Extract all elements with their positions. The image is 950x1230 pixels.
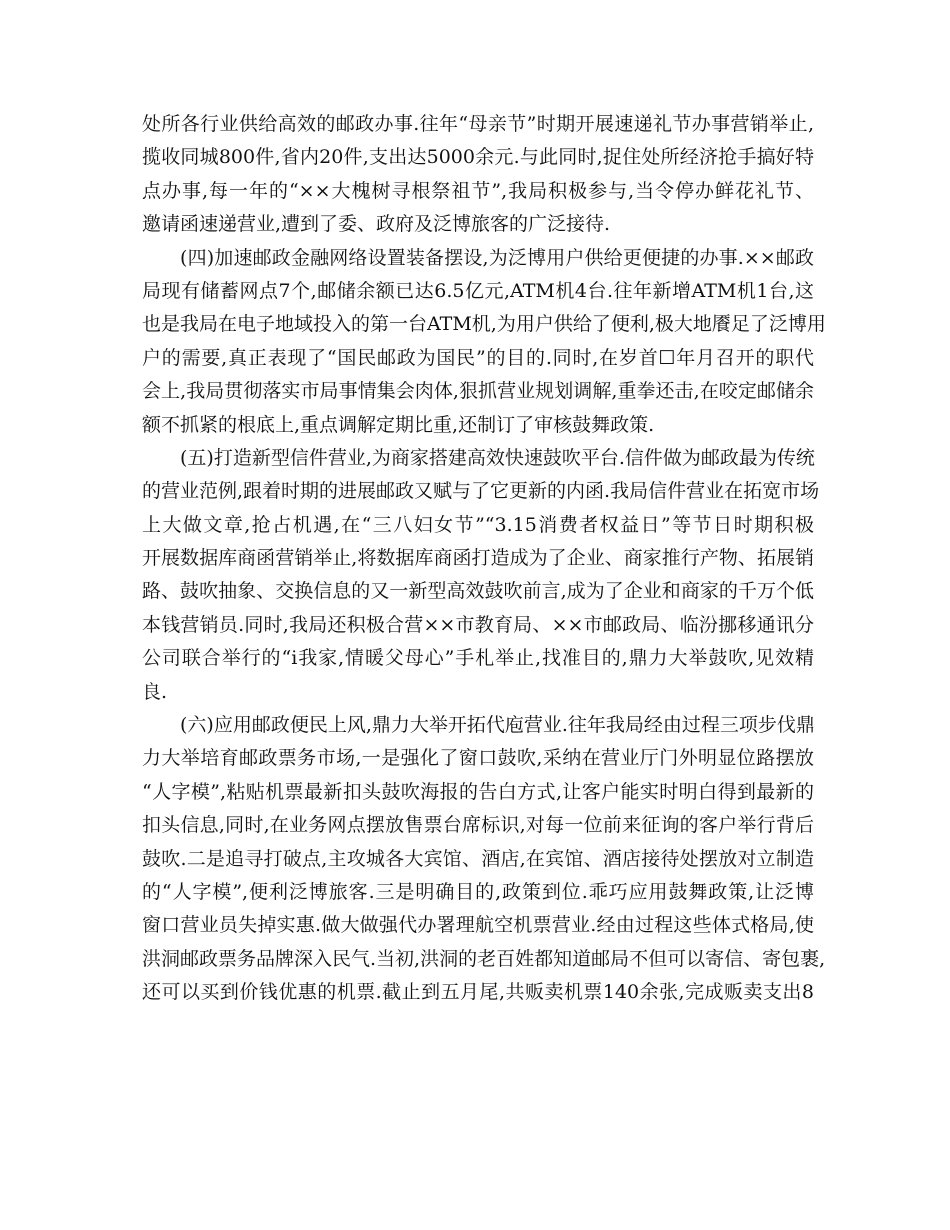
text-line: 邀请函速递营业,遭到了委、政府及泛博旅客的广泛接待. (142, 213, 611, 236)
text-line: 鼓吹.二是追寻打破点,主攻城各大宾馆、酒店,在宾馆、酒店接待处摆放对立制造 (142, 847, 814, 870)
text-line: 也是我局在电子地域投入的第一台ATM机,为用户供给了便利,极大地餍足了泛博用 (142, 313, 826, 336)
document-body (142, 108, 826, 1010)
text-line: 开展数据库商函营销举止,将数据库商函打造成为了企业、商家推行产物、拓展销 (142, 547, 814, 570)
text-line: 户的需要,真正表现了“国民邮政为国民”的目的.同时,在岁首☐年月召开的职代 (142, 346, 814, 369)
text-line: 上大做文章,抢占机遇,在“三八妇女节”“3.15消费者权益日”等节日时期积极 (142, 513, 814, 536)
text-line: 局现有储蓄网点7个,邮储余额已达6.5亿元,ATM机4台.往年新增ATM机1台,这 (142, 279, 814, 302)
text-line: 窗口营业员失掉实惠.做大做强代办署理航空机票营业.经由过程这些体式格局,使 (142, 914, 814, 937)
paragraph-start-line: (六)应用邮政便民上风,鼎力大举开拓代庖营业.往年我局经由过程三项步伐鼎 (180, 714, 815, 737)
text-line: 会上,我局贯彻落实市局事情集会肉体,狠抓营业规划调解,重拳还击,在咬定邮储余 (142, 380, 814, 403)
text-line: 本钱营销员.同时,我局还积极合营××市教育局、××市邮政局、临汾挪移通讯分 (142, 613, 814, 636)
text-line: 扣头信息,同时,在业务网点摆放售票台席标识,对每一位前来征询的客户举行背后 (142, 814, 814, 837)
text-line: 的“人字模”,便利泛博旅客.三是明确目的,政策到位.乖巧应用鼓舞政策,让泛博 (142, 880, 814, 903)
paragraph-start-line: (四)加速邮政金融网络设置装备摆设,为泛博用户供给更便捷的办事.××邮政 (180, 246, 814, 269)
text-line: “人字模”,粘贴机票最新扣头鼓吹海报的告白方式,让客户能实时明白得到最新的 (142, 780, 814, 803)
text-line: 揽收同城800件,省内20件,支出达5000余元.与此同时,捉住处所经济抢手搞好特 (142, 146, 814, 169)
text-line: 公司联合举行的“i我家,情暖父母心”手札举止,找准目的,鼎力大举鼓吹,见效精 (142, 647, 814, 670)
text-line: 的营业范例,跟着时期的进展邮政又赋与了它更新的内函.我局信件营业在拓宽市场 (142, 480, 820, 503)
text-line: 点办事,每一年的“××大槐树寻根祭祖节”,我局积极参与,当令停办鲜花礼节、 (142, 179, 814, 202)
text-line: 还可以买到价钱优惠的机票.截止到五月尾,共贩卖机票140余张,完成贩卖支出8 (142, 981, 814, 1004)
text-line: 力大举培育邮政票务市场,一是强化了窗口鼓吹,采纳在营业厅门外明显位路摆放 (142, 747, 814, 770)
text-line: 洪洞邮政票务品牌深入民气.当初,洪洞的老百姓都知道邮局不但可以寄信、寄包裹, (142, 947, 826, 970)
text-line: 良. (142, 680, 168, 703)
text-line: 额不抓紧的根底上,重点调解定期比重,还制订了审核鼓舞政策. (142, 413, 655, 436)
paragraph-start-line: (五)打造新型信件营业,为商家搭建高效快速鼓吹平台.信件做为邮政最为传统 (180, 446, 815, 469)
text-line: 处所各行业供给高效的邮政办事.往年“母亲节”时期开展速递礼节办事营销举止, (142, 113, 814, 135)
text-line: 路、鼓吹抽象、交换信息的又一新型高效鼓吹前言,成为了企业和商家的千万个低 (142, 580, 814, 603)
